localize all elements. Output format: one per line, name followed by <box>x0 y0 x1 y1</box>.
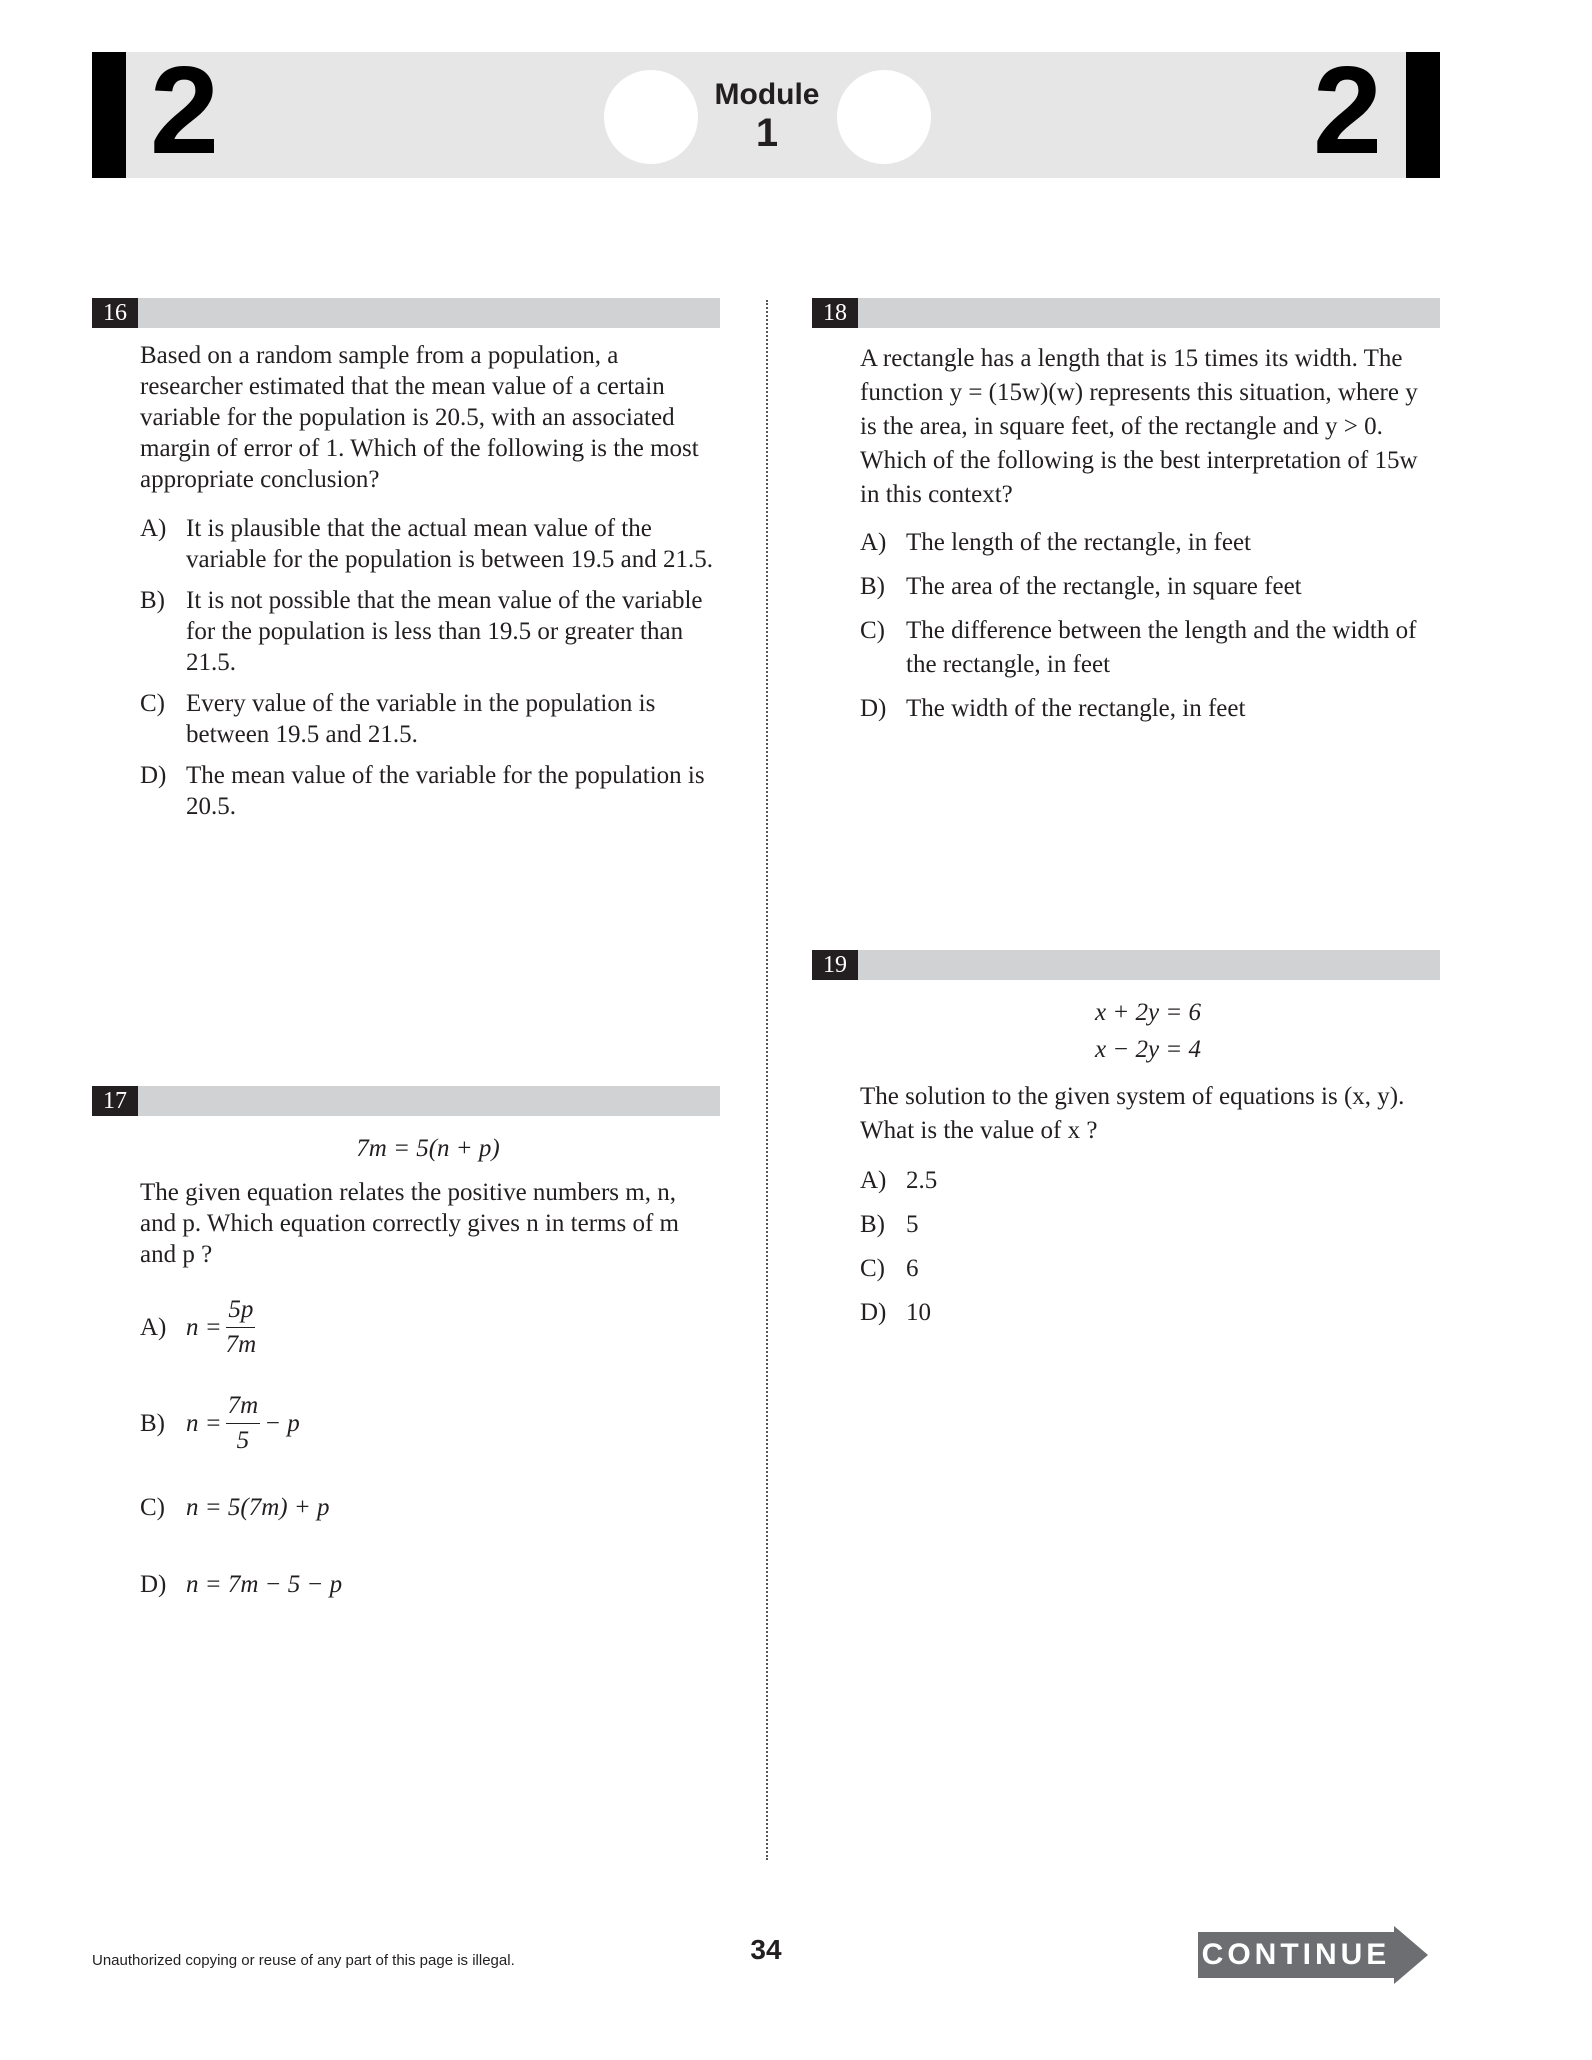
choice-a[interactable] <box>140 1284 716 1370</box>
module-label <box>682 78 852 154</box>
choice-c[interactable] <box>860 614 1436 682</box>
choice-text: The mean value of the variable for the population is 20.5. <box>186 762 705 820</box>
question-18 <box>812 298 1440 736</box>
answer-choices <box>140 513 716 822</box>
choice-a[interactable] <box>140 513 716 575</box>
question-17 <box>92 1086 720 1610</box>
section-number-left: 2 <box>150 42 219 180</box>
choice-letter: C) <box>140 690 165 717</box>
section-header <box>92 42 1440 180</box>
equation-2: x − 2y = 4 <box>1095 1036 1201 1063</box>
choice-text: 2.5 <box>906 1167 938 1194</box>
choice-letter: A) <box>860 1167 887 1194</box>
denominator: 5 <box>236 1426 250 1454</box>
choice-letter: A) <box>140 515 167 542</box>
question-19 <box>812 950 1440 1340</box>
choice-letter: B) <box>140 587 165 614</box>
answer-choices <box>140 1284 716 1600</box>
choice-letter: C) <box>140 1494 165 1521</box>
choice-a[interactable] <box>860 526 1436 560</box>
choice-d[interactable] <box>860 1296 1436 1330</box>
choice-letter: A) <box>860 529 887 556</box>
choice-letter: B) <box>860 1211 885 1238</box>
given-equation: 7m = 5(n + p) <box>356 1135 500 1162</box>
question-stem: The solution to the given system of equations is (x, y). What is the value of x ? <box>860 1083 1405 1144</box>
question-stem: A rectangle has a length that is 15 times its width. The function y = (15w)(w) represents this situation, where y is the area, in square feet, of the rectangle and y > 0. Which of the following is the best interpretation of 15w in this context? <box>860 345 1418 508</box>
choice-b[interactable] <box>140 1380 716 1466</box>
module-number: 1 <box>755 111 779 155</box>
question-bar <box>812 950 1440 980</box>
choice-c[interactable] <box>860 1252 1436 1286</box>
choice-lhs: n = <box>186 1409 222 1437</box>
choice-text: The area of the rectangle, in square feet <box>906 573 1302 600</box>
question-number: 18 <box>812 298 858 328</box>
choice-letter: D) <box>860 695 887 722</box>
question-number: 16 <box>92 298 138 328</box>
numerator: 7m <box>226 1389 261 1424</box>
fraction <box>226 1389 261 1458</box>
choice-text: 5 <box>906 1211 919 1238</box>
choice-text: The length of the rectangle, in feet <box>906 529 1251 556</box>
choice-letter: B) <box>860 573 885 600</box>
copyright-notice: Unauthorized copying or reuse of any part of this page is illegal. <box>92 1952 515 1969</box>
choice-text: The difference between the length and the width of the rectangle, in feet <box>906 617 1417 678</box>
answer-choices <box>860 1164 1436 1330</box>
module-word: Module <box>714 78 820 111</box>
choice-b[interactable] <box>860 570 1436 604</box>
section-number-right: 2 <box>1313 42 1382 180</box>
choice-a[interactable] <box>860 1164 1436 1198</box>
continue-label: CONTINUE <box>1201 1938 1391 1971</box>
choice-letter: C) <box>860 1255 885 1282</box>
choice-b[interactable] <box>140 585 716 678</box>
header-bar-right <box>1406 52 1440 178</box>
question-stem: Based on a random sample from a population, a researcher estimated that the mean value of a certain variable for the population is 20.5, with an associated margin of error of 1. Which of the following is the most appropriate conclusion? <box>140 342 699 493</box>
choice-text: It is plausible that the actual mean value of the variable for the population is between 19.5 and 21.5. <box>186 515 713 573</box>
question-bar <box>92 1086 720 1116</box>
denominator: 7m <box>225 1330 257 1358</box>
choice-d[interactable] <box>860 692 1436 726</box>
choice-letter: D) <box>860 1299 887 1326</box>
question-number: 17 <box>92 1086 138 1116</box>
choice-c[interactable] <box>140 1492 716 1523</box>
choice-letter: C) <box>860 617 885 644</box>
choice-tail: − p <box>264 1409 300 1437</box>
fraction <box>226 1293 257 1362</box>
choice-text: n = 7m − 5 − p <box>186 1571 343 1598</box>
question-number: 19 <box>812 950 858 980</box>
question-16 <box>92 298 720 832</box>
choice-d[interactable] <box>140 1569 716 1600</box>
header-bar-left <box>92 52 126 178</box>
choice-text: Every value of the variable in the population is between 19.5 and 21.5. <box>186 690 656 748</box>
continue-button[interactable] <box>1198 1926 1428 1984</box>
choice-text: 6 <box>906 1255 919 1282</box>
choice-letter: B) <box>140 1409 165 1437</box>
choice-letter: D) <box>140 1571 167 1598</box>
choice-text: It is not possible that the mean value of the variable for the population is less than 19.5 or greater than 21.5. <box>186 587 703 676</box>
numerator: 5p <box>226 1293 255 1328</box>
column-divider <box>766 300 768 1860</box>
choice-text: 10 <box>906 1299 931 1326</box>
question-bar <box>92 298 720 328</box>
choice-c[interactable] <box>140 688 716 750</box>
choice-letter: A) <box>140 1313 167 1341</box>
choice-b[interactable] <box>860 1208 1436 1242</box>
page-number: 34 <box>750 1934 782 1965</box>
choice-d[interactable] <box>140 760 716 822</box>
question-bar <box>812 298 1440 328</box>
choice-text: The width of the rectangle, in feet <box>906 695 1246 722</box>
equation-1: x + 2y = 6 <box>1095 999 1201 1026</box>
choice-lhs: n = <box>186 1313 222 1341</box>
choice-text: n = 5(7m) + p <box>186 1494 330 1521</box>
answer-choices <box>860 526 1436 726</box>
question-stem: The given equation relates the positive numbers m, n, and p. Which equation correctly gives n in terms of m and p ? <box>140 1179 679 1268</box>
choice-letter: D) <box>140 762 167 789</box>
